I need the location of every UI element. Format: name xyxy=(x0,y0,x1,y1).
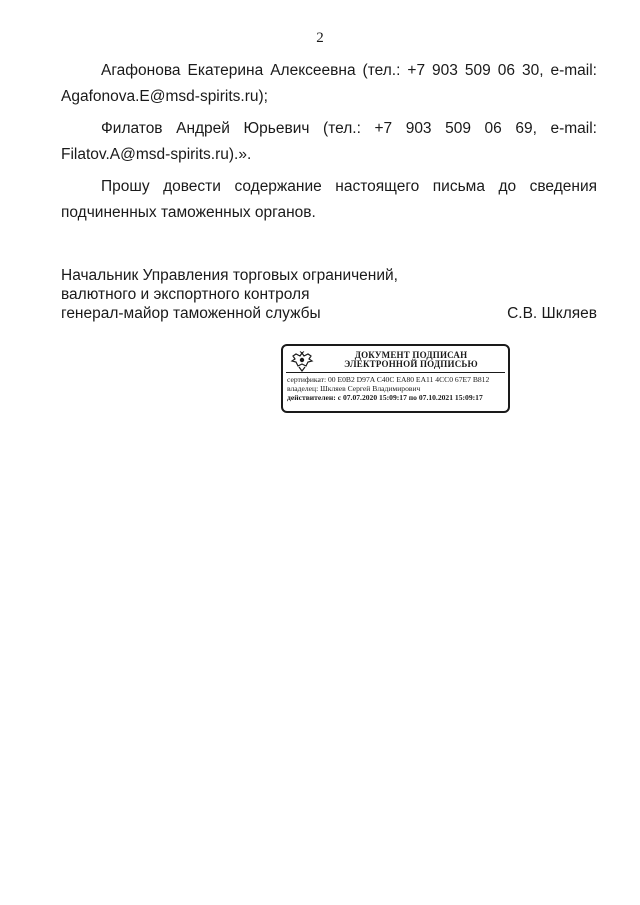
stamp-owner: владелец: Шкляев Сергей Владимирович xyxy=(287,384,421,394)
stamp-validity: действителен: с 07.07.2020 15:09:17 по 07.10.2021 15:09:17 xyxy=(287,393,483,403)
electronic-signature-stamp xyxy=(281,344,510,413)
signature-block xyxy=(61,266,597,323)
stamp-title: ДОКУМЕНТ ПОДПИСАН ЭЛЕКТРОННОЙ ПОДПИСЬЮ xyxy=(344,350,478,369)
signatory-position-line-2: валютного и экспортного контроля xyxy=(61,286,310,303)
stamp-details xyxy=(287,375,506,403)
signatory-position-line-1: Начальник Управления торговых ограничений, xyxy=(61,267,398,284)
signatory-name: С.В. Шкляев xyxy=(507,305,597,322)
double-headed-eagle-emblem-icon xyxy=(290,350,314,372)
signatory-position-line-3: генерал-майор таможенной службы xyxy=(61,305,321,322)
contact-paragraph-agafonova: Агафонова Екатерина Алексеевна (тел.: +7 903 509 06 30, e-mail: Agafonova.E@msd-spirits.ru); xyxy=(61,62,597,105)
request-paragraph: Прошу довести содержание настоящего письма до сведения подчиненных таможенных органов. xyxy=(61,178,597,221)
contact-paragraph-filatov: Филатов Андрей Юрьевич (тел.: +7 903 509 06 69, e-mail: Filatov.A@msd-spirits.ru).». xyxy=(61,120,597,163)
stamp-divider xyxy=(286,372,505,373)
stamp-certificate: сертификат: 00 E0B2 D97A C40C EA80 EA11 4CC0 67E7 B812 xyxy=(287,375,490,384)
letter-body xyxy=(61,58,597,226)
page-number: 2 xyxy=(316,30,324,46)
